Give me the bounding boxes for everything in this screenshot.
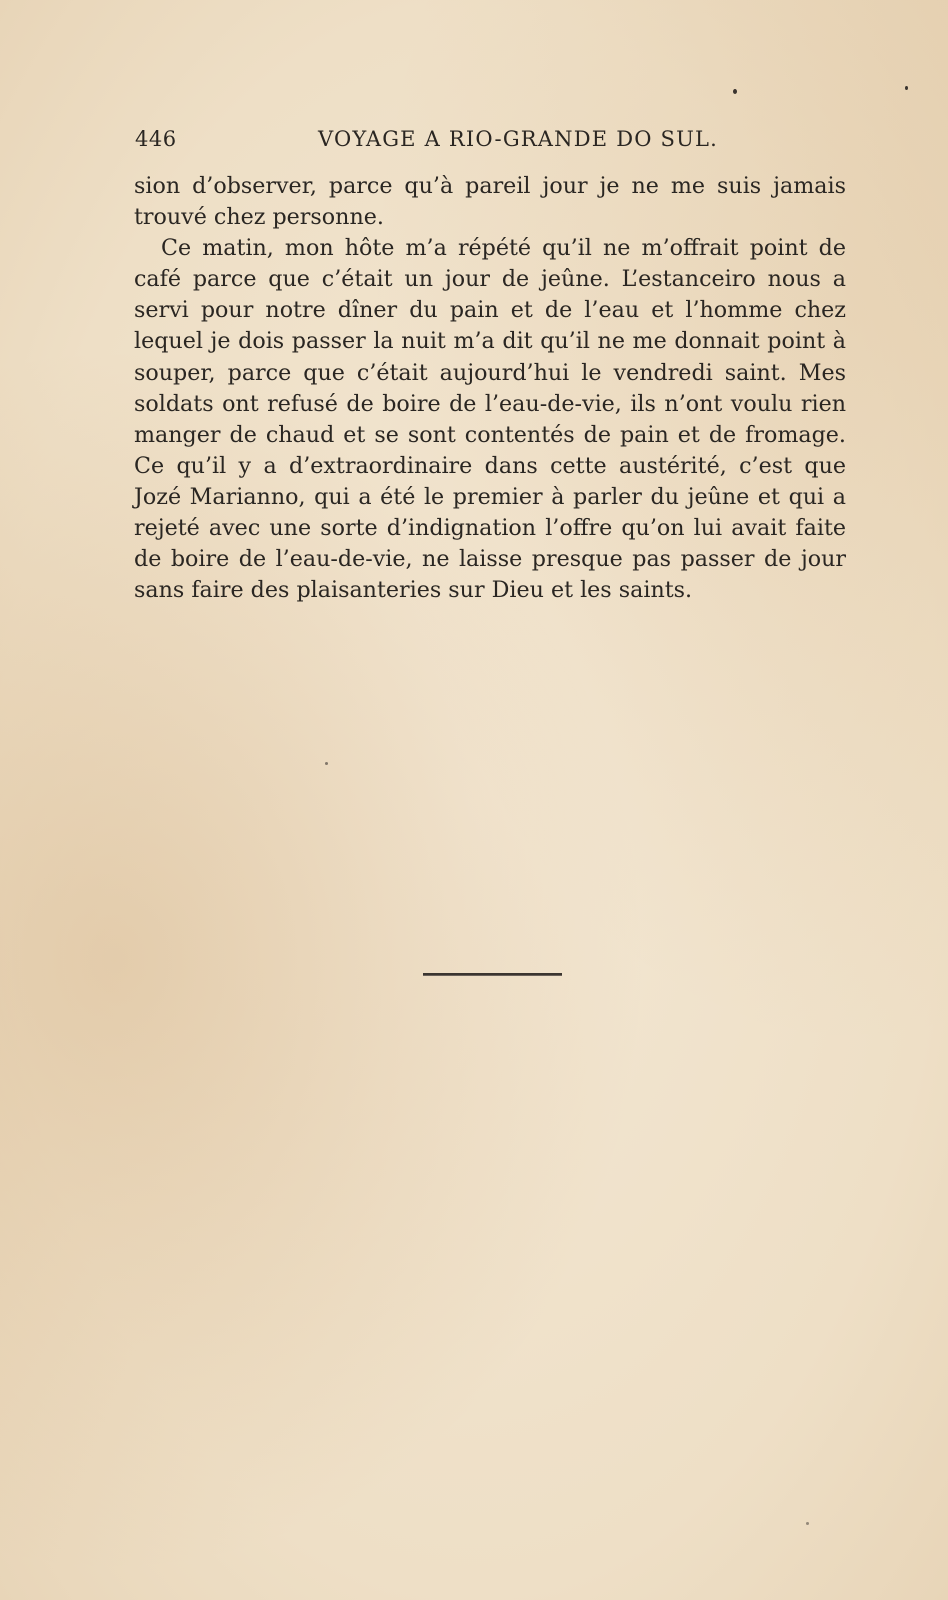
body-text	[134, 171, 846, 606]
page-number: 446	[135, 127, 177, 151]
section-end-rule	[423, 973, 562, 976]
paper-speck	[733, 89, 737, 94]
paper-speck	[806, 1522, 809, 1525]
running-head	[135, 127, 847, 157]
paragraph: Ce matin, mon hôte m’a répété qu’il ne m’offrait point de café parce que c’était un jour de jeûne. L’estanceiro nous a servi pour notre dîner du pain et de l’eau et l’homme chez lequel je dois passer la nuit m’a dit qu’il ne me donnait point à souper, parce que c’était aujourd’hui le vendredi saint. Mes soldats ont refusé de boire de l’eau-de-vie, ils n’ont voulu rien manger de chaud et se sont contentés de pain et de fromage. Ce qu’il y a d’extraordinaire dans cette austérité, c’est que Jozé Marianno, qui a été le premier à parler du jeûne et qui a rejeté avec une sorte d’indignation l’offre qu’on lui avait faite de boire de l’eau-de-vie, ne laisse presque pas passer de jour sans faire des plaisanteries sur Dieu et les saints.	[134, 235, 846, 604]
paper-speck	[325, 762, 328, 765]
running-title: VOYAGE A RIO-GRANDE DO SUL.	[318, 127, 719, 151]
paper-speck	[905, 86, 908, 90]
paragraph-continued: sion d’observer, parce qu’à pareil jour je ne me suis jamais trouvé chez personne.	[134, 173, 846, 231]
